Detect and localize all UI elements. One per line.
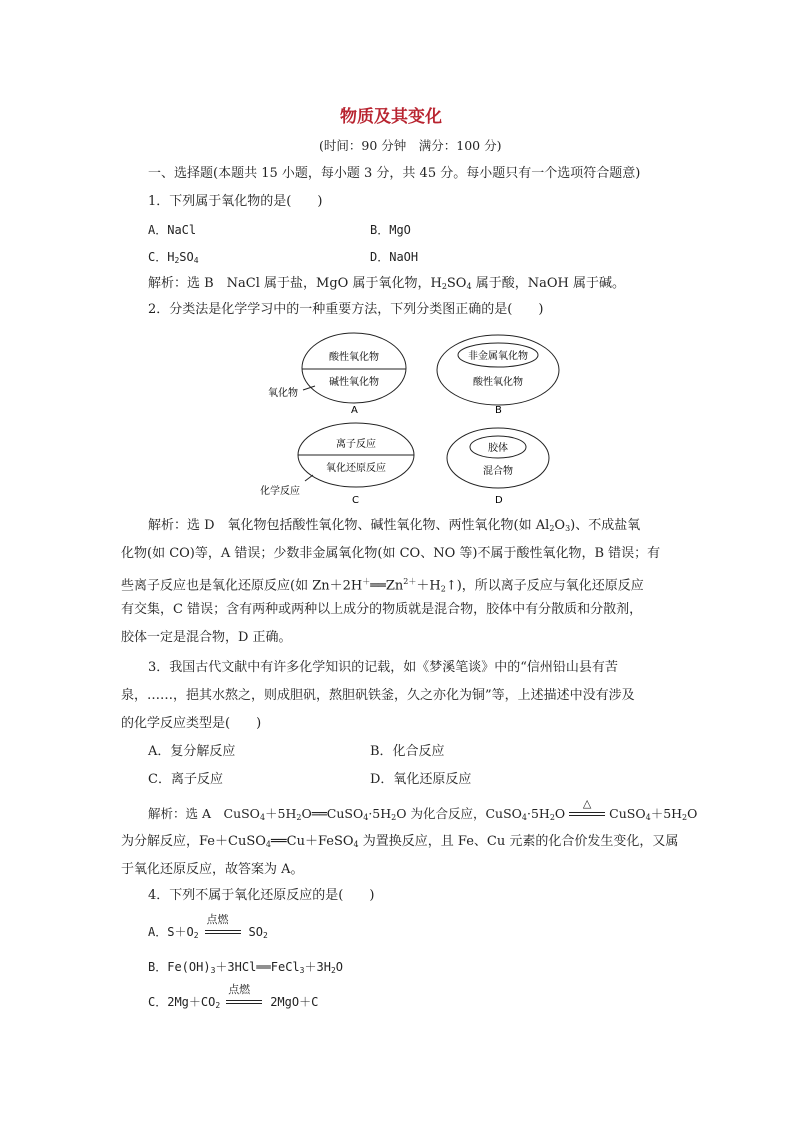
q1-option-d: D．NaOH xyxy=(370,250,419,264)
q3-option-c: C．离子反应 xyxy=(148,772,223,787)
q2-analysis-line4: 有交集，C 错误；含有两种或两种以上成分的物质就是混合物，胶体中有分散质和分散剂， xyxy=(121,602,643,617)
q3-analysis-line1: 解析：选 A $CuSO_4+5H_2O══CuSO_4\cdot 5H_2O$ 为化合反应，$CuSO_4\cdot 5H_2O$ △ $CuSO_4+5H_2O$ xyxy=(148,797,698,822)
q1-option-b: B．MgO xyxy=(370,223,411,237)
diagram-a-outer-label: 氧化物 xyxy=(268,388,298,399)
q1-analysis: 解析：选 B NaCl 属于盐，MgO 属于氧化物，$H_2SO_4$ 属于酸，NaOH 属于碱。 xyxy=(148,276,625,291)
q2-analysis-line5: 胶体一定是混合物，D 正确。 xyxy=(121,630,292,645)
diagram-d-caption: D xyxy=(495,495,503,506)
diagram-d-inner-label: 胶体 xyxy=(488,443,508,454)
diagram-a-bottom-label: 碱性氧化物 xyxy=(329,377,379,388)
diagram-b-inner-label: 非金属氧化物 xyxy=(468,351,528,362)
q3-stem-line1: 3．我国古代文献中有许多化学知识的记载，如《梦溪笔谈》中的“信州铅山县有苦 xyxy=(148,660,618,675)
q1-option-a: A．NaCl xyxy=(148,223,197,237)
section-heading: 一、选择题(本题共 15 小题，每小题 3 分，共 45 分。每小题只有一个选项符合题意) xyxy=(148,166,641,181)
page-title: 物质及其变化 xyxy=(340,107,442,127)
heat-symbol: △ xyxy=(582,797,592,810)
diagram-c-bottom-label: 氧化还原反应 xyxy=(326,463,386,474)
diagram-b-caption: B xyxy=(495,405,502,416)
diagram-c xyxy=(260,423,414,506)
ignite-condition: 点燃 xyxy=(206,913,229,926)
q4-option-c: C．$2Mg+CO_2$ 点燃 2MgO＋C xyxy=(148,983,319,1010)
classification-diagrams xyxy=(255,328,575,510)
q2-stem: 2．分类法是化学学习中的一种重要方法，下列分类图正确的是( ) xyxy=(148,302,544,317)
q3-option-d: D．氧化还原反应 xyxy=(370,772,472,787)
q2-analysis-line1: 解析：选 D 氧化物包括酸性氧化物、碱性氧化物、两性氧化物(如 $Al_2O_3$)、不成盐氧 xyxy=(148,518,641,533)
diagram-a-top-label: 酸性氧化物 xyxy=(329,352,379,363)
diagram-d xyxy=(447,428,549,506)
diagram-b xyxy=(437,335,559,416)
diagram-a-caption: A xyxy=(351,405,358,416)
q1-option-c: C．$H_2SO_4$ xyxy=(148,250,199,265)
q3-option-b: B．化合反应 xyxy=(370,744,445,759)
q3-stem-line2: 泉，……，挹其水熬之，则成胆矾，熬胆矾铁釜，久之亦化为铜”等，上述描述中没有涉及 xyxy=(121,688,635,703)
q3-analysis-line2: 为分解反应，Fe＋CuSO$_4$══Cu＋FeSO$_4$ 为置换反应，且 Fe、Cu 元素的化合价发生变化，又属 xyxy=(121,834,679,849)
diagram-d-outer-label: 混合物 xyxy=(483,466,513,477)
diagram-c-outer-label: 化学反应 xyxy=(260,486,300,497)
q4-option-b: B．$Fe(OH)_3+3HCl══FeCl_3+3H_2O$ xyxy=(148,960,343,975)
q4-stem: 4．下列不属于氧化还原反应的是( ) xyxy=(148,888,375,903)
diagram-c-caption: C xyxy=(352,495,359,506)
q2-analysis-line2: 化物(如 CO)等，A 错误；少数非金属氧化物(如 CO、NO 等)不属于酸性氧化物，B 错误；有 xyxy=(121,546,661,561)
q2-analysis-line3: 些离子反应也是氧化还原反应(如 $Zn+2H^+══Zn^{2+}+H_2↑$)，所以离子反应与氧化还原反应 xyxy=(121,577,644,594)
q3-stem-line3: 的化学反应类型是( ) xyxy=(121,716,262,731)
diagram-c-top-label: 离子反应 xyxy=(336,439,376,450)
q4-option-a: A．$S+O_2$ 点燃 $SO_2$ xyxy=(148,913,268,940)
q3-analysis-line3: 于氧化还原反应，故答案为 A。 xyxy=(121,862,304,877)
ignite-condition: 点燃 xyxy=(228,983,251,996)
diagram-a xyxy=(268,333,406,416)
diagram-b-outer-label: 酸性氧化物 xyxy=(473,377,523,388)
q3-option-a: A．复分解反应 xyxy=(148,744,236,759)
q1-stem: 1．下列属于氧化物的是( ) xyxy=(148,194,323,209)
page-subtitle: (时间：90 分钟 满分：100 分) xyxy=(319,138,502,153)
